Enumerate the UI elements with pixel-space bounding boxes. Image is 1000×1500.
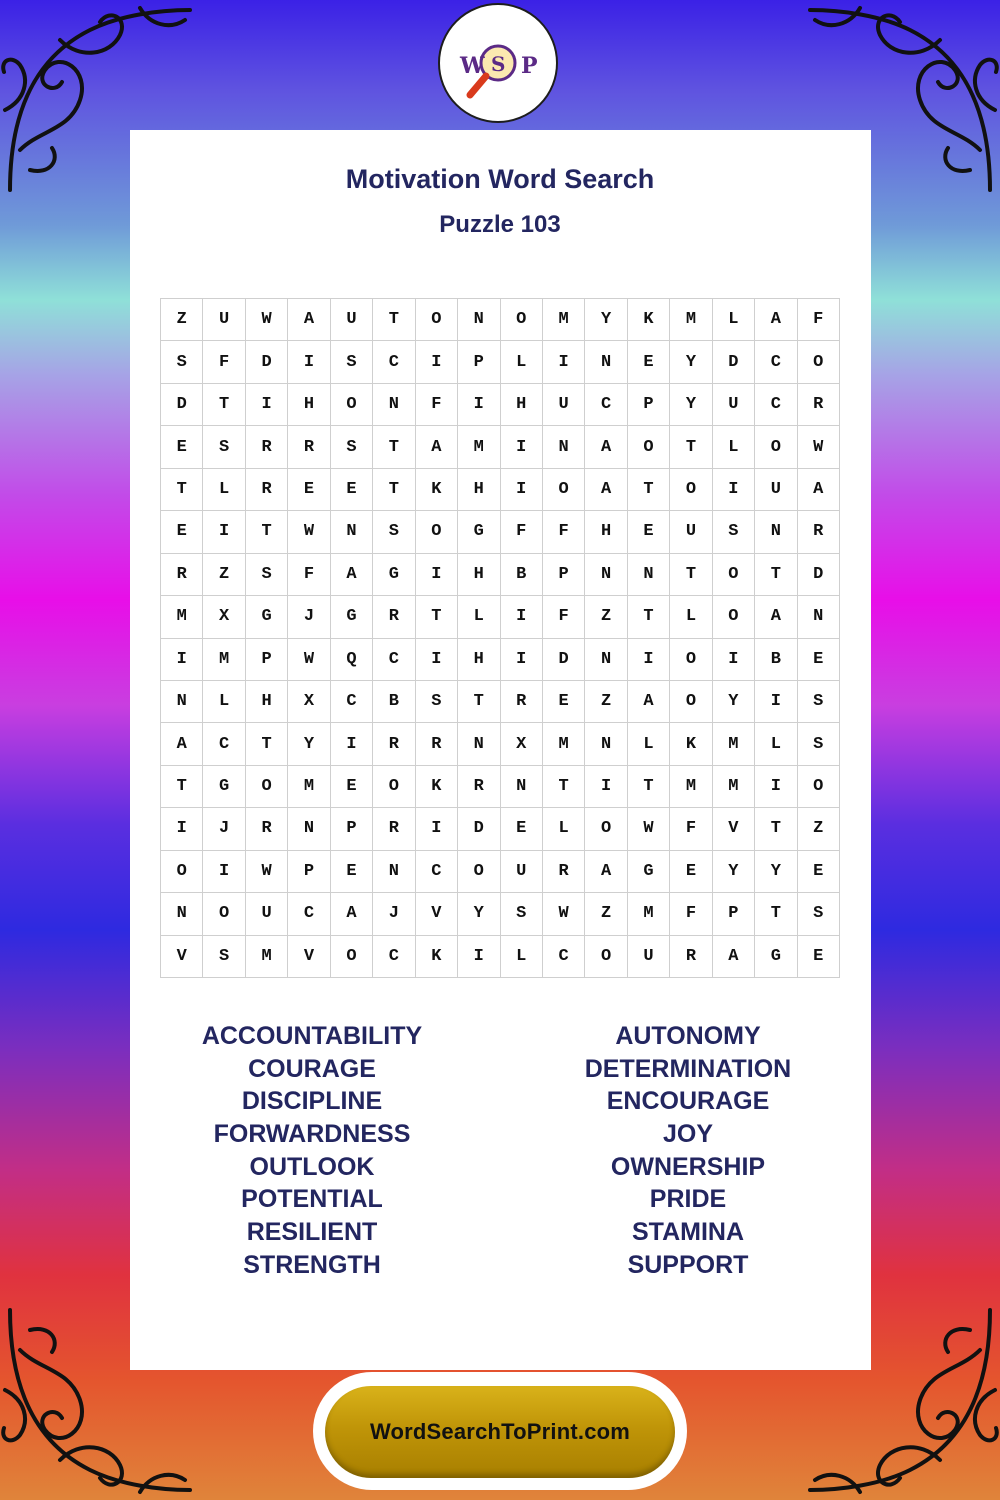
grid-cell[interactable]: H (458, 554, 500, 596)
grid-cell[interactable]: O (373, 766, 415, 808)
grid-cell[interactable]: J (373, 893, 415, 935)
grid-cell[interactable]: G (331, 596, 373, 638)
grid-cell[interactable]: R (288, 426, 330, 468)
grid-cell[interactable]: I (458, 936, 500, 978)
grid-cell[interactable]: S (203, 936, 245, 978)
grid-cell[interactable]: Y (458, 893, 500, 935)
grid-cell[interactable]: W (543, 893, 585, 935)
grid-cell[interactable]: L (203, 469, 245, 511)
grid-cell[interactable]: D (161, 384, 203, 426)
grid-cell[interactable]: M (543, 723, 585, 765)
grid-cell[interactable]: Y (755, 851, 797, 893)
grid-cell[interactable]: A (585, 851, 627, 893)
magnifier-icon (440, 5, 556, 121)
word-list-item: SUPPORT (627, 1250, 749, 1279)
grid-cell[interactable]: Z (585, 893, 627, 935)
grid-cell[interactable]: P (458, 341, 500, 383)
grid-cell[interactable]: G (628, 851, 670, 893)
grid-cell[interactable]: A (585, 469, 627, 511)
grid-cell[interactable]: G (246, 596, 288, 638)
grid-cell[interactable]: T (628, 596, 670, 638)
grid-cell[interactable]: I (246, 384, 288, 426)
grid-cell[interactable]: U (246, 893, 288, 935)
grid-cell[interactable]: P (543, 554, 585, 596)
grid-cell[interactable]: O (458, 851, 500, 893)
grid-cell[interactable]: U (713, 384, 755, 426)
grid-cell[interactable]: R (416, 723, 458, 765)
grid-cell[interactable]: R (501, 681, 543, 723)
grid-cell[interactable]: L (713, 426, 755, 468)
grid-cell[interactable]: O (798, 766, 840, 808)
grid-cell[interactable]: R (798, 511, 840, 553)
grid-cell[interactable]: P (713, 893, 755, 935)
grid-cell[interactable]: K (628, 299, 670, 341)
grid-cell[interactable]: E (161, 426, 203, 468)
grid-cell[interactable]: W (798, 426, 840, 468)
grid-cell[interactable]: T (755, 554, 797, 596)
grid-cell[interactable]: D (543, 639, 585, 681)
grid-cell[interactable]: E (798, 851, 840, 893)
grid-cell[interactable]: N (585, 639, 627, 681)
grid-cell[interactable]: R (543, 851, 585, 893)
grid-cell[interactable]: X (288, 681, 330, 723)
grid-cell[interactable]: L (543, 808, 585, 850)
grid-cell[interactable]: O (628, 426, 670, 468)
grid-cell[interactable]: S (331, 341, 373, 383)
grid-cell[interactable]: M (628, 893, 670, 935)
grid-cell[interactable]: N (288, 808, 330, 850)
grid-cell[interactable]: V (288, 936, 330, 978)
grid-cell[interactable]: D (458, 808, 500, 850)
grid-cell[interactable]: E (798, 936, 840, 978)
grid-cell[interactable]: S (246, 554, 288, 596)
grid-cell[interactable]: O (246, 766, 288, 808)
grid-cell[interactable]: L (501, 341, 543, 383)
grid-cell[interactable]: R (373, 808, 415, 850)
grid-cell[interactable]: S (203, 426, 245, 468)
word-list-item: OWNERSHIP (610, 1152, 766, 1181)
grid-cell[interactable]: T (161, 469, 203, 511)
grid-cell[interactable]: W (246, 299, 288, 341)
grid-cell[interactable]: P (331, 808, 373, 850)
grid-cell[interactable]: Z (585, 596, 627, 638)
grid-cell[interactable]: N (585, 554, 627, 596)
grid-cell[interactable]: O (713, 554, 755, 596)
grid-cell[interactable]: J (288, 596, 330, 638)
puzzle-number: Puzzle 103 (439, 211, 561, 238)
word-list-item: STAMINA (631, 1218, 745, 1247)
logo-letter-p: P (521, 53, 538, 79)
grid-cell[interactable]: Y (288, 723, 330, 765)
grid-cell[interactable]: O (331, 384, 373, 426)
grid-cell[interactable]: I (543, 341, 585, 383)
grid-cell[interactable]: X (501, 723, 543, 765)
grid-cell[interactable]: L (458, 596, 500, 638)
grid-cell[interactable]: C (203, 723, 245, 765)
grid-cell[interactable]: I (161, 639, 203, 681)
grid-cell[interactable]: H (458, 639, 500, 681)
grid-cell[interactable]: T (628, 469, 670, 511)
grid-cell[interactable]: F (203, 341, 245, 383)
grid-cell[interactable]: G (755, 936, 797, 978)
logo-letter-s: S (491, 52, 506, 76)
grid-cell[interactable]: Q (331, 639, 373, 681)
grid-cell[interactable]: M (246, 936, 288, 978)
word-list-item: POTENTIAL (241, 1185, 383, 1214)
grid-cell[interactable]: U (331, 299, 373, 341)
grid-cell[interactable]: G (203, 766, 245, 808)
grid-cell[interactable]: I (203, 851, 245, 893)
grid-cell[interactable]: I (416, 341, 458, 383)
grid-cell[interactable]: K (670, 723, 712, 765)
grid-cell[interactable]: S (798, 723, 840, 765)
grid-cell[interactable]: M (288, 766, 330, 808)
grid-cell[interactable]: I (713, 639, 755, 681)
grid-cell[interactable]: C (416, 851, 458, 893)
grid-cell[interactable]: N (331, 511, 373, 553)
grid-cell[interactable]: E (543, 681, 585, 723)
grid-cell[interactable]: S (416, 681, 458, 723)
grid-cell[interactable]: N (755, 511, 797, 553)
grid-cell[interactable]: A (585, 426, 627, 468)
grid-cell[interactable]: F (501, 511, 543, 553)
grid-cell[interactable]: Y (585, 299, 627, 341)
grid-cell[interactable]: C (288, 893, 330, 935)
grid-cell[interactable]: S (331, 426, 373, 468)
grid-cell[interactable]: I (755, 681, 797, 723)
grid-cell[interactable]: Y (670, 384, 712, 426)
grid-cell[interactable]: U (543, 384, 585, 426)
grid-cell[interactable]: L (203, 681, 245, 723)
grid-cell[interactable]: I (501, 596, 543, 638)
grid-cell[interactable]: U (501, 851, 543, 893)
grid-cell[interactable]: I (331, 723, 373, 765)
word-list-left (162, 1020, 462, 1282)
grid-cell[interactable]: M (458, 426, 500, 468)
grid-cell[interactable]: E (501, 808, 543, 850)
grid-cell[interactable]: T (246, 511, 288, 553)
grid-cell[interactable]: O (670, 639, 712, 681)
grid-cell[interactable]: N (798, 596, 840, 638)
grid-cell[interactable]: Z (161, 299, 203, 341)
grid-cell[interactable]: F (416, 384, 458, 426)
grid-cell[interactable]: E (161, 511, 203, 553)
grid-cell[interactable]: A (713, 936, 755, 978)
grid-cell[interactable]: T (543, 766, 585, 808)
grid-cell[interactable]: S (373, 511, 415, 553)
grid-cell[interactable]: Y (713, 681, 755, 723)
grid-cell[interactable]: A (755, 596, 797, 638)
grid-cell[interactable]: I (416, 808, 458, 850)
grid-cell[interactable]: M (161, 596, 203, 638)
grid-cell[interactable]: C (755, 341, 797, 383)
grid-cell[interactable]: X (203, 596, 245, 638)
grid-cell[interactable]: T (670, 554, 712, 596)
logo-letter-w: W (460, 53, 485, 79)
grid-cell[interactable]: E (628, 341, 670, 383)
grid-cell[interactable]: R (161, 554, 203, 596)
grid-cell[interactable]: U (755, 469, 797, 511)
grid-cell[interactable]: C (585, 384, 627, 426)
grid-cell[interactable]: P (246, 639, 288, 681)
grid-cell[interactable]: I (161, 808, 203, 850)
grid-cell[interactable]: I (501, 639, 543, 681)
word-list-item: STRENGTH (243, 1250, 381, 1279)
grid-cell[interactable]: C (331, 681, 373, 723)
grid-cell[interactable]: T (755, 893, 797, 935)
grid-cell[interactable]: L (755, 723, 797, 765)
grid-cell[interactable]: S (713, 511, 755, 553)
grid-cell[interactable]: C (755, 384, 797, 426)
grid-cell[interactable]: N (543, 426, 585, 468)
grid-cell[interactable]: T (458, 681, 500, 723)
grid-cell[interactable]: H (288, 384, 330, 426)
grid-cell[interactable]: T (246, 723, 288, 765)
grid-cell[interactable]: D (246, 341, 288, 383)
grid-cell[interactable]: N (458, 299, 500, 341)
grid-cell[interactable]: E (670, 851, 712, 893)
grid-cell[interactable]: E (628, 511, 670, 553)
grid-cell[interactable]: E (331, 766, 373, 808)
grid-cell[interactable]: M (713, 723, 755, 765)
grid-cell[interactable]: B (501, 554, 543, 596)
grid-cell[interactable]: W (246, 851, 288, 893)
grid-cell[interactable]: W (288, 511, 330, 553)
word-list-item: PRIDE (649, 1185, 727, 1214)
grid-cell[interactable]: I (501, 469, 543, 511)
grid-cell[interactable]: L (713, 299, 755, 341)
grid-cell[interactable]: Z (203, 554, 245, 596)
grid-cell[interactable]: O (798, 341, 840, 383)
grid-cell[interactable]: E (798, 639, 840, 681)
grid-cell[interactable]: E (288, 469, 330, 511)
grid-cell[interactable]: V (713, 808, 755, 850)
grid-cell[interactable]: T (416, 596, 458, 638)
grid-cell[interactable]: S (501, 893, 543, 935)
word-list-right (538, 1020, 838, 1282)
grid-cell[interactable]: I (416, 639, 458, 681)
grid-cell[interactable]: O (585, 808, 627, 850)
grid-cell[interactable]: I (416, 554, 458, 596)
grid-cell[interactable]: A (161, 723, 203, 765)
grid-cell[interactable]: R (670, 936, 712, 978)
grid-cell[interactable]: O (416, 299, 458, 341)
grid-cell[interactable]: R (246, 426, 288, 468)
grid-cell[interactable]: M (670, 299, 712, 341)
grid-cell[interactable]: H (585, 511, 627, 553)
grid-cell[interactable]: T (203, 384, 245, 426)
grid-cell[interactable]: B (373, 681, 415, 723)
grid-cell[interactable]: V (416, 893, 458, 935)
grid-cell[interactable]: C (373, 936, 415, 978)
grid-cell[interactable]: D (798, 554, 840, 596)
grid-cell[interactable]: W (628, 808, 670, 850)
grid-cell[interactable]: O (670, 469, 712, 511)
grid-cell[interactable]: K (416, 766, 458, 808)
word-list-item: OUTLOOK (249, 1152, 375, 1181)
grid-cell[interactable]: T (670, 426, 712, 468)
grid-cell[interactable]: T (628, 766, 670, 808)
grid-cell[interactable]: N (161, 893, 203, 935)
grid-cell[interactable]: I (713, 469, 755, 511)
grid-cell[interactable]: P (628, 384, 670, 426)
grid-cell[interactable]: C (543, 936, 585, 978)
grid-cell[interactable]: F (288, 554, 330, 596)
grid-cell[interactable]: P (288, 851, 330, 893)
grid-cell[interactable]: R (458, 766, 500, 808)
grid-cell[interactable]: K (416, 936, 458, 978)
grid-cell[interactable]: L (501, 936, 543, 978)
grid-cell[interactable]: S (798, 893, 840, 935)
word-list-item: FORWARDNESS (213, 1120, 411, 1149)
grid-cell[interactable]: N (501, 766, 543, 808)
grid-cell[interactable]: U (670, 511, 712, 553)
website-link-button[interactable]: WordSearchToPrint.com (325, 1386, 675, 1478)
grid-cell[interactable]: T (373, 426, 415, 468)
grid-cell[interactable]: F (543, 511, 585, 553)
grid-cell[interactable]: A (798, 469, 840, 511)
grid-cell[interactable]: T (373, 469, 415, 511)
grid-cell[interactable]: J (203, 808, 245, 850)
grid-cell[interactable]: N (373, 384, 415, 426)
grid-cell[interactable]: U (628, 936, 670, 978)
grid-cell[interactable]: W (288, 639, 330, 681)
word-list-item: COURAGE (248, 1054, 376, 1083)
grid-cell[interactable]: G (373, 554, 415, 596)
grid-cell[interactable]: Z (798, 808, 840, 850)
grid-cell[interactable]: A (416, 426, 458, 468)
grid-cell[interactable]: O (203, 893, 245, 935)
grid-cell[interactable]: L (670, 596, 712, 638)
grid-cell[interactable]: N (458, 723, 500, 765)
grid-cell[interactable]: R (246, 469, 288, 511)
grid-cell[interactable]: B (755, 639, 797, 681)
grid-cell[interactable]: H (501, 384, 543, 426)
grid-cell[interactable]: A (331, 893, 373, 935)
grid-cell[interactable]: C (373, 639, 415, 681)
grid-cell[interactable]: L (628, 723, 670, 765)
word-list-item: AUTONOMY (615, 1022, 761, 1050)
grid-cell[interactable]: O (543, 469, 585, 511)
grid-cell[interactable]: U (203, 299, 245, 341)
grid-cell[interactable]: O (585, 936, 627, 978)
grid-cell[interactable]: T (161, 766, 203, 808)
grid-cell[interactable]: R (246, 808, 288, 850)
grid-cell[interactable]: R (798, 384, 840, 426)
grid-cell[interactable]: O (670, 681, 712, 723)
grid-cell[interactable]: I (585, 766, 627, 808)
grid-cell[interactable]: E (331, 851, 373, 893)
word-list-item: JOY (662, 1120, 714, 1149)
grid-cell[interactable]: F (543, 596, 585, 638)
grid-cell[interactable]: G (458, 511, 500, 553)
grid-cell[interactable]: C (373, 341, 415, 383)
grid-cell[interactable]: N (585, 723, 627, 765)
grid-cell[interactable]: M (670, 766, 712, 808)
grid-cell[interactable]: H (458, 469, 500, 511)
grid-cell[interactable]: O (755, 426, 797, 468)
grid-cell[interactable]: I (288, 341, 330, 383)
page-title: Motivation Word Search (345, 164, 655, 194)
grid-cell[interactable]: Z (585, 681, 627, 723)
grid-cell[interactable]: V (161, 936, 203, 978)
grid-cell[interactable]: O (416, 511, 458, 553)
grid-cell[interactable]: K (416, 469, 458, 511)
grid-cell[interactable]: F (670, 893, 712, 935)
word-list-item: DISCIPLINE (241, 1087, 383, 1116)
grid-cell[interactable]: A (288, 299, 330, 341)
grid-cell[interactable]: I (628, 639, 670, 681)
grid-cell[interactable]: I (458, 384, 500, 426)
grid-cell[interactable]: D (713, 341, 755, 383)
grid-cell[interactable]: F (670, 808, 712, 850)
grid-cell[interactable]: O (713, 596, 755, 638)
grid-cell[interactable]: M (203, 639, 245, 681)
grid-cell[interactable]: Y (713, 851, 755, 893)
grid-cell[interactable]: I (203, 511, 245, 553)
word-list-item: ACCOUNTABILITY (201, 1022, 423, 1050)
grid-cell[interactable]: R (373, 596, 415, 638)
grid-cell[interactable]: N (373, 851, 415, 893)
grid-cell[interactable]: O (161, 851, 203, 893)
word-list-item: ENCOURAGE (606, 1087, 770, 1116)
grid-cell[interactable]: E (331, 469, 373, 511)
grid-cell[interactable]: S (161, 341, 203, 383)
grid-cell[interactable]: R (373, 723, 415, 765)
grid-cell[interactable]: M (543, 299, 585, 341)
grid-cell[interactable]: A (331, 554, 373, 596)
grid-cell[interactable]: S (798, 681, 840, 723)
grid-cell[interactable]: M (713, 766, 755, 808)
grid-cell[interactable]: O (331, 936, 373, 978)
wsp-logo[interactable] (438, 3, 558, 123)
grid-cell[interactable]: I (755, 766, 797, 808)
word-list-item: DETERMINATION (584, 1054, 792, 1083)
grid-cell[interactable]: N (161, 681, 203, 723)
grid-cell[interactable]: T (373, 299, 415, 341)
grid-cell[interactable]: N (585, 341, 627, 383)
grid-cell[interactable]: N (628, 554, 670, 596)
grid-cell[interactable]: A (755, 299, 797, 341)
grid-cell[interactable]: F (798, 299, 840, 341)
grid-cell[interactable]: I (501, 426, 543, 468)
grid-cell[interactable]: A (628, 681, 670, 723)
word-list-item: RESILIENT (246, 1218, 378, 1247)
grid-cell[interactable]: O (501, 299, 543, 341)
grid-cell[interactable]: T (755, 808, 797, 850)
grid-cell[interactable]: Y (670, 341, 712, 383)
grid-cell[interactable]: H (246, 681, 288, 723)
letter-grid[interactable] (160, 298, 840, 978)
